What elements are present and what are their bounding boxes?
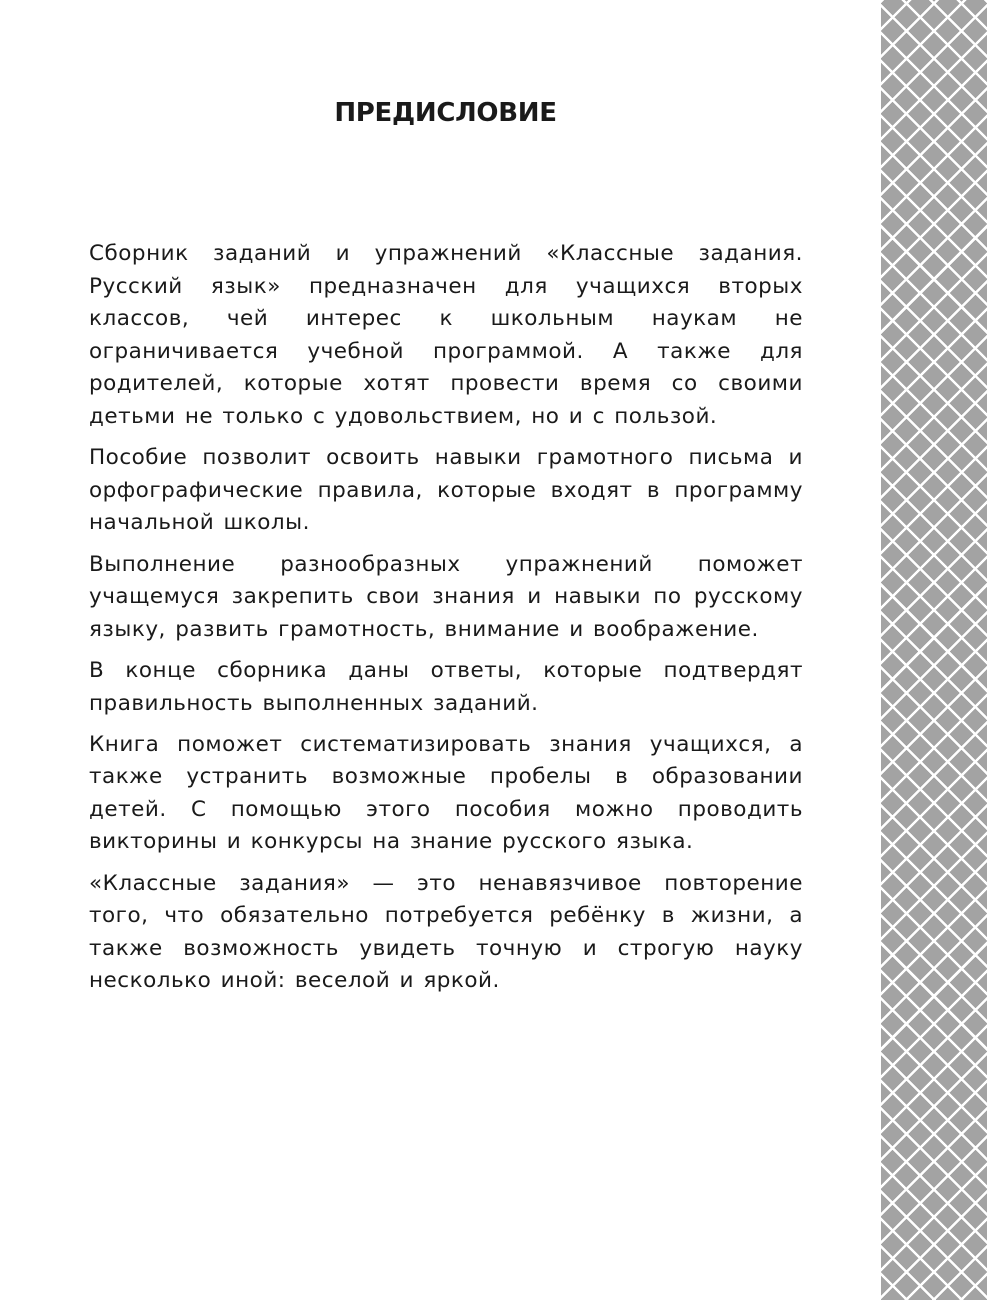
paragraph-1: Сборник заданий и упражнений «Классные задания. Русский язык» предназначен для учащихся вторых классов, чей интерес к школьным наукам не ограничивается учебной программой. А также для родителей, которые хотят провести время со своими детьми не только с удовольствием, но и с пользой. xyxy=(89,241,803,429)
paragraph-5: Книга поможет систематизировать знания учащихся, а также устранить возможные пробелы в образовании детей. С помощью этого пособия можно проводить викторины и конкурсы на знание русского языка. xyxy=(89,731,803,855)
paragraph-4: В конце сборника даны ответы, которые подтвердят правильность выполненных заданий. xyxy=(89,657,803,716)
paragraph-2: Пособие позволит освоить навыки грамотного письма и орфографические правила, которые входят в программу начальной школы. xyxy=(89,445,803,536)
page-title: ПРЕДИСЛОВИЕ xyxy=(334,98,557,128)
decorative-grid-strip xyxy=(881,0,987,1300)
preface-text xyxy=(89,238,803,1007)
paragraph-3: Выполнение разнообразных упражнений поможет учащемуся закрепить свои знания и навыки по русскому языку, развить грамотность, внимание и воображение. xyxy=(89,551,803,642)
paragraph-6: «Классные задания» — это ненавязчивое повторение того, что обязательно потребуется ребёнку в жизни, а также возможность увидеть точную и строгую науку несколько иной: веселой и яркой. xyxy=(89,870,803,994)
